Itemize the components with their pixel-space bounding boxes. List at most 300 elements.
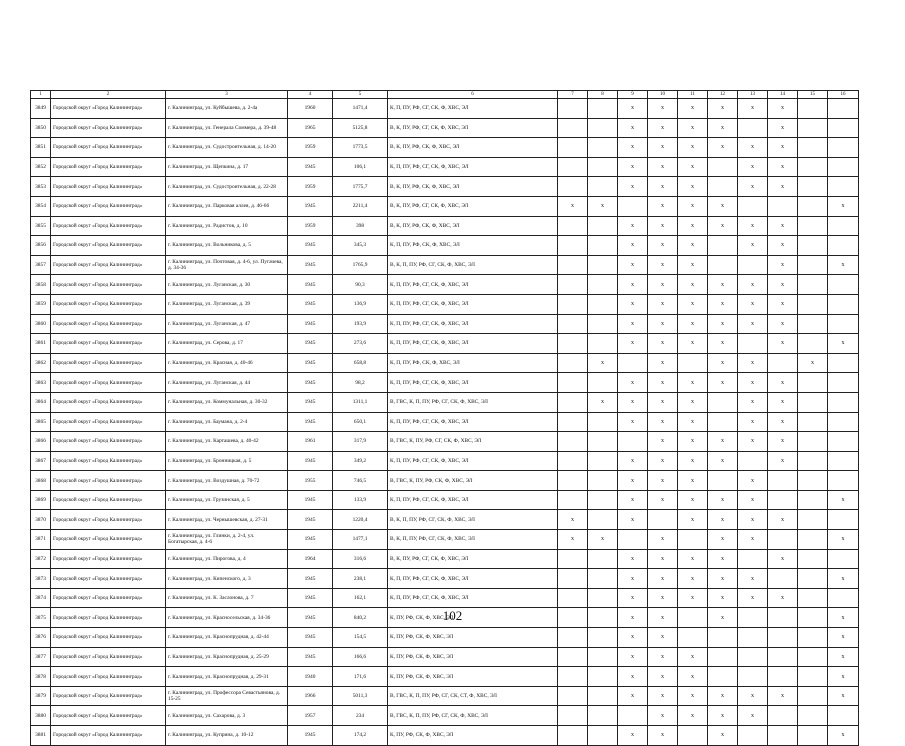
mark-cell: х [678, 667, 708, 687]
year-cell: 1945 [288, 608, 333, 628]
area-cell: 398 [333, 216, 388, 236]
mark-cell: х [558, 510, 588, 530]
column-number: 15 [798, 91, 828, 99]
mark-cell: х [768, 294, 798, 314]
mark-cell [828, 294, 859, 314]
page-number: 102 [442, 608, 463, 623]
mark-cell: х [648, 118, 678, 138]
area-cell: 193,9 [333, 314, 388, 334]
mark-cell: х [648, 216, 678, 236]
area-cell: 1471,4 [333, 99, 388, 119]
address-cell: г. Калининград, ул. Генерала Соммера, д. 39-48 [166, 118, 288, 138]
mark-cell: х [648, 530, 678, 550]
year-cell: 1961 [288, 432, 333, 452]
column-number: 10 [648, 91, 678, 99]
year-cell: 1945 [288, 412, 333, 432]
year-cell: 1955 [288, 471, 333, 491]
services-cell: К, П, ПУ, РФ, СГ, СК, Ф, ХВС, ЭЛ [388, 451, 558, 471]
mark-cell [798, 314, 828, 334]
mark-cell [828, 432, 859, 452]
mark-cell [588, 275, 618, 295]
mark-cell: х [738, 294, 768, 314]
row-number: 3879 [31, 686, 51, 706]
row-number: 3880 [31, 706, 51, 726]
row-number: 3870 [31, 510, 51, 530]
column-number-row [31, 91, 859, 99]
address-cell: г. Калининград, ул. Судостроительная, д. 22-28 [166, 177, 288, 197]
area-cell: 90,3 [333, 275, 388, 295]
mark-cell: х [648, 647, 678, 667]
services-cell: К, П, ПУ, РФ, СГ, СК, Ф, ХВС, ЭЛ [388, 314, 558, 334]
services-cell: В, ГВС, К, ПУ, РФ, СК, Ф, ХВС, ЭЛ [388, 471, 558, 491]
district-cell: Городской округ «Город Калининград» [51, 451, 166, 471]
mark-cell: х [708, 216, 738, 236]
district-cell: Городской округ «Город Калининград» [51, 706, 166, 726]
address-cell: г. Калининград, ул. Куйбышева, д. 2-4а [166, 99, 288, 119]
mark-cell: х [558, 196, 588, 216]
mark-cell: х [648, 196, 678, 216]
mark-cell [828, 471, 859, 491]
row-number: 3849 [31, 99, 51, 119]
mark-cell: х [768, 334, 798, 354]
mark-cell [558, 628, 588, 648]
mark-cell [798, 216, 828, 236]
mark-cell: х [618, 588, 648, 608]
area-cell: 1765,9 [333, 255, 388, 275]
mark-cell: х [768, 549, 798, 569]
column-number: 9 [618, 91, 648, 99]
year-cell: 1945 [288, 236, 333, 256]
mark-cell: х [708, 275, 738, 295]
mark-cell: х [648, 432, 678, 452]
mark-cell [768, 628, 798, 648]
mark-cell: х [648, 706, 678, 726]
area-cell: 650,1 [333, 412, 388, 432]
mark-cell [798, 686, 828, 706]
services-cell: В, К, ПУ, РФ, СК, Ф, ХВС, ЭЛ [388, 177, 558, 197]
mark-cell [558, 373, 588, 393]
table-row [31, 275, 859, 295]
mark-cell [798, 588, 828, 608]
mark-cell: х [708, 726, 738, 746]
mark-cell [798, 412, 828, 432]
mark-cell [558, 275, 588, 295]
mark-cell [708, 392, 738, 412]
table-row [31, 118, 859, 138]
mark-cell [828, 451, 859, 471]
district-cell: Городской округ «Город Калининград» [51, 236, 166, 256]
district-cell: Городской округ «Город Калининград» [51, 490, 166, 510]
mark-cell: х [678, 706, 708, 726]
table-row [31, 569, 859, 589]
mark-cell: х [708, 99, 738, 119]
services-cell: К, ПУ, РФ, СК, Ф, ХВС, ЭЛ [388, 608, 558, 628]
mark-cell [558, 353, 588, 373]
year-cell: 1945 [288, 726, 333, 746]
address-cell: г. Калининград, ул. Радистов, д. 10 [166, 216, 288, 236]
year-cell: 1964 [288, 549, 333, 569]
mark-cell: х [678, 647, 708, 667]
mark-cell [768, 569, 798, 589]
mark-cell: х [588, 196, 618, 216]
year-cell: 1945 [288, 314, 333, 334]
mark-cell [588, 667, 618, 687]
row-number: 3875 [31, 608, 51, 628]
year-cell: 1945 [288, 451, 333, 471]
services-cell: В, К, ПУ, РФ, СГ, СК, Ф, ХВС, ЭЛ [388, 118, 558, 138]
mark-cell [588, 334, 618, 354]
services-cell: К, П, ПУ, РФ, СГ, СК, Ф, ХВС, ЭЛ [388, 157, 558, 177]
table-row [31, 726, 859, 746]
mark-cell: х [738, 490, 768, 510]
district-cell: Городской округ «Город Калининград» [51, 569, 166, 589]
year-cell: 1945 [288, 196, 333, 216]
mark-cell: х [708, 530, 738, 550]
mark-cell [798, 726, 828, 746]
mark-cell [588, 451, 618, 471]
mark-cell: х [738, 510, 768, 530]
mark-cell: х [678, 275, 708, 295]
mark-cell [738, 667, 768, 687]
district-cell: Городской округ «Город Калининград» [51, 608, 166, 628]
services-cell: К, П, ПУ, РФ, СГ, СК, Ф, ХВС, ЭЛ [388, 334, 558, 354]
mark-cell: х [648, 726, 678, 746]
mark-cell [738, 726, 768, 746]
mark-cell: х [648, 373, 678, 393]
row-number: 3855 [31, 216, 51, 236]
mark-cell [618, 432, 648, 452]
column-number: 8 [588, 91, 618, 99]
district-cell: Городской округ «Город Калининград» [51, 549, 166, 569]
mark-cell: х [738, 392, 768, 412]
year-cell: 1945 [288, 353, 333, 373]
services-cell: К, П, ПУ, РФ, СГ, СК, Ф, ХВС, ЭЛ [388, 373, 558, 393]
mark-cell: х [738, 353, 768, 373]
address-cell: г. Калининград, ул. Красносельская, д. 34-36 [166, 608, 288, 628]
services-cell: К, П, ПУ, РФ, СГ, СК, Ф, ХВС, ЭЛ [388, 294, 558, 314]
mark-cell [558, 236, 588, 256]
services-cell: К, П, ПУ, РФ, СГ, СК, Ф, ХВС, ЭЛ [388, 275, 558, 295]
column-number: 16 [828, 91, 859, 99]
address-cell: г. Калининград, ул. Луганская, д. 30 [166, 275, 288, 295]
mark-cell: х [738, 471, 768, 491]
mark-cell [798, 549, 828, 569]
address-cell: г. Калининград, ул. Серова, д. 17 [166, 334, 288, 354]
year-cell: 1945 [288, 275, 333, 295]
address-cell: г. Калининград, ул. Щепкина, д. 17 [166, 157, 288, 177]
mark-cell [558, 647, 588, 667]
mark-cell: х [768, 157, 798, 177]
mark-cell: х [678, 99, 708, 119]
mark-cell [798, 490, 828, 510]
mark-cell: х [678, 157, 708, 177]
district-cell: Городской округ «Город Калининград» [51, 588, 166, 608]
mark-cell: х [618, 569, 648, 589]
mark-cell [738, 334, 768, 354]
mark-cell [618, 353, 648, 373]
mark-cell [798, 392, 828, 412]
mark-cell: х [828, 569, 859, 589]
mark-cell: х [768, 314, 798, 334]
mark-cell: х [678, 432, 708, 452]
mark-cell [588, 216, 618, 236]
row-number: 3881 [31, 726, 51, 746]
mark-cell [738, 549, 768, 569]
mark-cell: х [708, 510, 738, 530]
district-cell: Городской округ «Город Калининград» [51, 118, 166, 138]
mark-cell: х [768, 138, 798, 158]
mark-cell: х [678, 138, 708, 158]
mark-cell: х [618, 392, 648, 412]
mark-cell: х [648, 412, 678, 432]
mark-cell: х [618, 471, 648, 491]
mark-cell [558, 314, 588, 334]
column-number: 7 [558, 91, 588, 99]
mark-cell [588, 686, 618, 706]
area-cell: 317,9 [333, 432, 388, 452]
district-cell: Городской округ «Город Калининград» [51, 392, 166, 412]
district-cell: Городской округ «Город Калининград» [51, 157, 166, 177]
mark-cell [558, 255, 588, 275]
mark-cell: х [708, 373, 738, 393]
address-cell: г. Калининград, ул. Коммунальная, д. 30-32 [166, 392, 288, 412]
table-row [31, 138, 859, 158]
mark-cell: х [828, 608, 859, 628]
column-number: 6 [388, 91, 558, 99]
mark-cell [798, 294, 828, 314]
area-cell: 349,2 [333, 451, 388, 471]
address-cell: г. Калининград, ул. Карташева, д. 40-42 [166, 432, 288, 452]
mark-cell [558, 138, 588, 158]
address-cell: г. Калининград, ул. Сахарова, д. 3 [166, 706, 288, 726]
mark-cell: х [678, 510, 708, 530]
mark-cell [558, 177, 588, 197]
mark-cell [828, 588, 859, 608]
table-row [31, 196, 859, 216]
year-cell: 1966 [288, 686, 333, 706]
area-cell: 273,6 [333, 334, 388, 354]
year-cell: 1945 [288, 392, 333, 412]
mark-cell: х [708, 588, 738, 608]
services-cell: В, К, П, ПУ, РФ, СГ, СК, Ф, ХВС, ЭЛ [388, 530, 558, 550]
area-cell: 1477,1 [333, 530, 388, 550]
year-cell: 1960 [288, 99, 333, 119]
area-cell: 658,8 [333, 353, 388, 373]
table-row [31, 432, 859, 452]
mark-cell [588, 138, 618, 158]
mark-cell: х [738, 157, 768, 177]
address-cell: г. Калининград, ул. Бронницкая, д. 5 [166, 451, 288, 471]
mark-cell [588, 569, 618, 589]
mark-cell: х [708, 138, 738, 158]
mark-cell: х [648, 99, 678, 119]
district-cell: Городской округ «Город Калининград» [51, 216, 166, 236]
services-cell: К, П, ПУ, РФ, СГ, СК, Ф, ХВС, ЭЛ [388, 569, 558, 589]
mark-cell: х [768, 588, 798, 608]
mark-cell [768, 353, 798, 373]
column-number: 3 [166, 91, 288, 99]
table-row [31, 373, 859, 393]
area-cell: 1311,1 [333, 392, 388, 412]
mark-cell [588, 314, 618, 334]
address-cell: г. Калининград, ул. Куприна, д. 10-12 [166, 726, 288, 746]
table-row [31, 294, 859, 314]
mark-cell [798, 236, 828, 256]
district-cell: Городской округ «Город Калининград» [51, 530, 166, 550]
address-cell: г. Калининград, ул. Баумана, д. 2-4 [166, 412, 288, 432]
mark-cell: х [618, 549, 648, 569]
row-number: 3871 [31, 530, 51, 550]
mark-cell: х [768, 216, 798, 236]
mark-cell [828, 157, 859, 177]
address-cell: г. Калининград, ул. Красная, д. 40-46 [166, 353, 288, 373]
mark-cell: х [768, 177, 798, 197]
mark-cell: х [738, 138, 768, 158]
services-cell: В, К, ПУ, РФ, СГ, СК, Ф, ХВС, ЭЛ [388, 196, 558, 216]
mark-cell: х [618, 490, 648, 510]
mark-cell: х [828, 647, 859, 667]
mark-cell [798, 530, 828, 550]
mark-cell [678, 726, 708, 746]
mark-cell: х [618, 686, 648, 706]
mark-cell: х [678, 569, 708, 589]
column-number: 5 [333, 91, 388, 99]
year-cell: 1945 [288, 588, 333, 608]
mark-cell: х [828, 686, 859, 706]
mark-cell: х [648, 353, 678, 373]
mark-cell: х [708, 549, 738, 569]
mark-cell: х [738, 99, 768, 119]
mark-cell: х [648, 275, 678, 295]
mark-cell: х [648, 334, 678, 354]
district-cell: Городской округ «Город Калининград» [51, 726, 166, 746]
housing-register-table [30, 90, 859, 746]
mark-cell: х [648, 490, 678, 510]
area-cell: 746,5 [333, 471, 388, 491]
district-cell: Городской округ «Город Калининград» [51, 510, 166, 530]
mark-cell: х [828, 490, 859, 510]
area-cell: 1220,4 [333, 510, 388, 530]
mark-cell [588, 118, 618, 138]
mark-cell [558, 99, 588, 119]
mark-cell [708, 628, 738, 648]
row-number: 3856 [31, 236, 51, 256]
mark-cell: х [828, 255, 859, 275]
mark-cell [798, 138, 828, 158]
row-number: 3860 [31, 314, 51, 334]
mark-cell: х [768, 99, 798, 119]
mark-cell [588, 432, 618, 452]
column-number: 1 [31, 91, 51, 99]
year-cell: 1945 [288, 510, 333, 530]
mark-cell [828, 118, 859, 138]
mark-cell [798, 157, 828, 177]
mark-cell [558, 157, 588, 177]
mark-cell [768, 706, 798, 726]
year-cell: 1945 [288, 647, 333, 667]
mark-cell: х [708, 353, 738, 373]
mark-cell [828, 412, 859, 432]
mark-cell [828, 177, 859, 197]
mark-cell: х [618, 412, 648, 432]
mark-cell: х [648, 177, 678, 197]
district-cell: Городской округ «Город Калининград» [51, 412, 166, 432]
mark-cell: х [738, 177, 768, 197]
address-cell: г. Калининград, ул. Почтовая, д. 4-6, ул. Пугачева, д. 34-36 [166, 255, 288, 275]
mark-cell [558, 471, 588, 491]
mark-cell: х [618, 255, 648, 275]
mark-cell [558, 334, 588, 354]
mark-cell: х [678, 118, 708, 138]
mark-cell: х [738, 373, 768, 393]
mark-cell [708, 157, 738, 177]
year-cell: 1959 [288, 177, 333, 197]
mark-cell: х [588, 530, 618, 550]
mark-cell: х [678, 412, 708, 432]
mark-cell [738, 118, 768, 138]
district-cell: Городской округ «Город Калининград» [51, 334, 166, 354]
row-number: 3873 [31, 569, 51, 589]
mark-cell: х [738, 432, 768, 452]
row-number: 3869 [31, 490, 51, 510]
mark-cell [588, 373, 618, 393]
mark-cell [828, 510, 859, 530]
district-cell: Городской округ «Город Калининград» [51, 686, 166, 706]
row-number: 3865 [31, 412, 51, 432]
mark-cell: х [648, 157, 678, 177]
services-cell: В, ГВС, К, П, ПУ, РФ, СГ, СК, Ф, ХВС, ЭЛ [388, 706, 558, 726]
mark-cell [588, 471, 618, 491]
mark-cell: х [768, 686, 798, 706]
mark-cell: х [648, 138, 678, 158]
mark-cell: х [828, 667, 859, 687]
mark-cell [798, 177, 828, 197]
mark-cell: х [678, 255, 708, 275]
mark-cell [768, 726, 798, 746]
year-cell: 1945 [288, 530, 333, 550]
mark-cell: х [648, 549, 678, 569]
row-number: 3851 [31, 138, 51, 158]
mark-cell [708, 412, 738, 432]
mark-cell: х [708, 314, 738, 334]
address-cell: г. Калининград, ул. Кипенского, д. 3 [166, 569, 288, 589]
district-cell: Городской округ «Город Калининград» [51, 177, 166, 197]
mark-cell [708, 647, 738, 667]
mark-cell: х [678, 686, 708, 706]
area-cell: 316,6 [333, 549, 388, 569]
mark-cell: х [738, 236, 768, 256]
address-cell: г. Калининград, ул. Чернышевская, д. 27-31 [166, 510, 288, 530]
mark-cell [588, 549, 618, 569]
mark-cell [558, 726, 588, 746]
mark-cell [588, 628, 618, 648]
row-number: 3854 [31, 196, 51, 216]
mark-cell [558, 569, 588, 589]
mark-cell: х [678, 451, 708, 471]
mark-cell [708, 236, 738, 256]
mark-cell: х [618, 628, 648, 648]
mark-cell: х [738, 706, 768, 726]
mark-cell: х [768, 373, 798, 393]
table-row [31, 177, 859, 197]
mark-cell: х [708, 706, 738, 726]
mark-cell: х [678, 490, 708, 510]
mark-cell: х [678, 314, 708, 334]
mark-cell: х [738, 588, 768, 608]
mark-cell [558, 412, 588, 432]
address-cell: г. Калининград, ул. Краснопрудная, д. 29-31 [166, 667, 288, 687]
mark-cell [588, 706, 618, 726]
